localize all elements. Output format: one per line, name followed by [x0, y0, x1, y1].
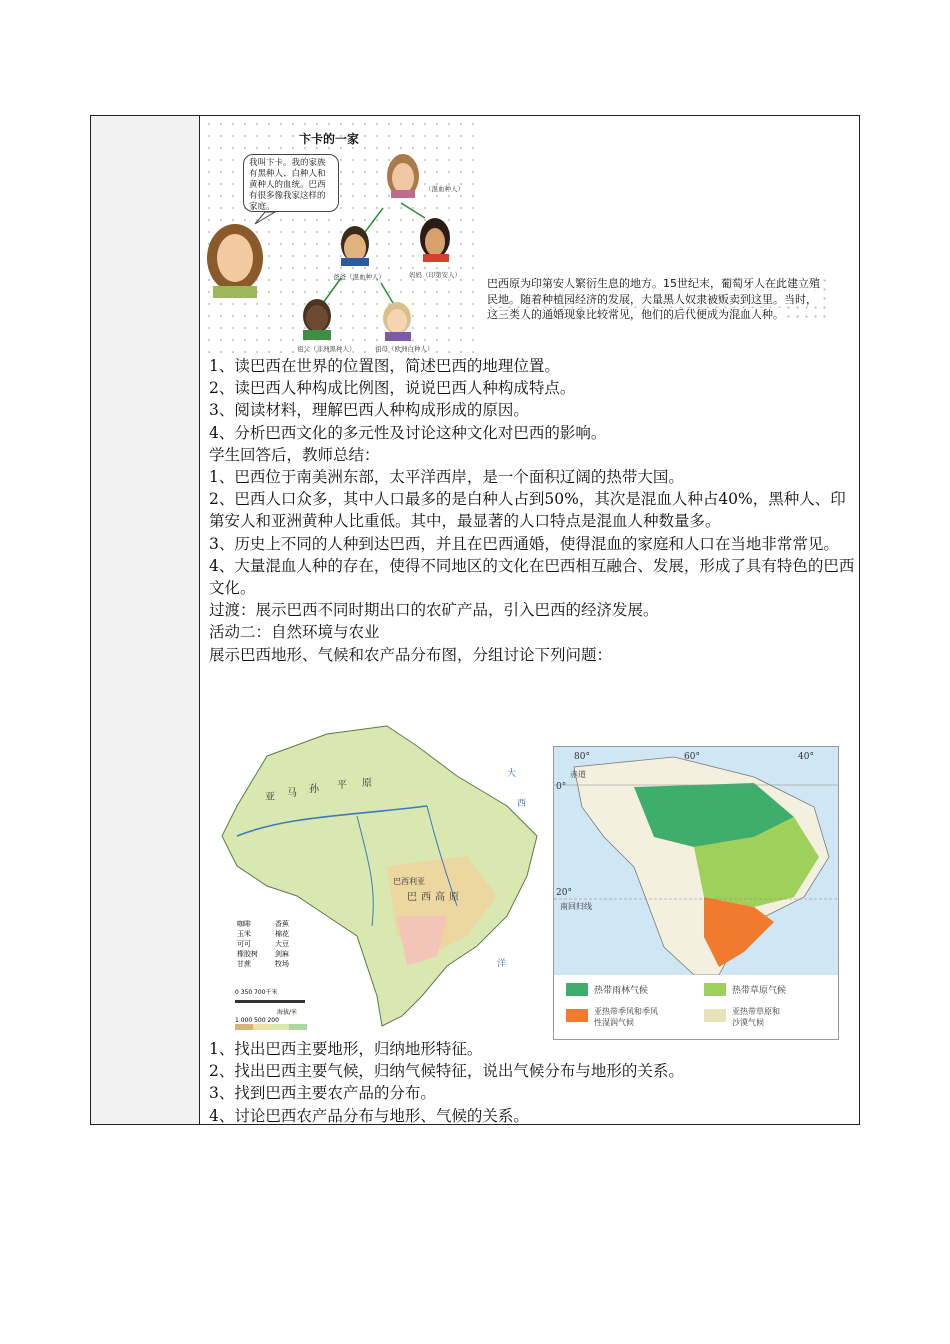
brazil-climate-map — [553, 746, 839, 1040]
map-label: 大 — [507, 769, 517, 779]
paragraph: 4、大量混血人种的存在，使得不同地区的文化在巴西相互融合、发展，形成了具有特色的巴西文化。 — [209, 556, 855, 598]
legend-label-part: 沙漠气候 — [732, 1018, 764, 1027]
scale-label: 0 350 700千米 — [235, 989, 278, 996]
label-grandpa: 祖父（非洲黑种人） — [297, 345, 356, 353]
legend-item: 可可 — [237, 940, 251, 948]
paragraph: 2、读巴西人种构成比例图，说说巴西人种构成特点。 — [209, 379, 576, 398]
brazil-terrain-agriculture-map — [207, 716, 547, 1036]
map-label: 西 — [517, 799, 527, 809]
map-label: 西 — [421, 892, 431, 903]
legend-swatch — [566, 1009, 588, 1022]
lat-label: 20° — [556, 888, 572, 898]
map-label: 原 — [449, 892, 459, 903]
map-label: 巴西利亚 — [393, 877, 425, 886]
paragraph: 展示巴西地形、气候和农产品分布图，分组讨论下列问题： — [209, 645, 613, 664]
paragraph: 3、阅读材料，理解巴西人种构成形成的原因。 — [209, 401, 529, 420]
legend-label-part: 亚热带季风和季风 — [594, 1007, 658, 1016]
legend-item: 牧场 — [275, 960, 289, 968]
family-figure — [203, 118, 483, 353]
questions — [209, 1038, 857, 1127]
family-illustration — [203, 118, 483, 353]
paragraph: 过渡：展示巴西不同时期出口的农矿产品，引入巴西的经济发展。 — [209, 601, 659, 620]
map-label: 亚 — [265, 792, 275, 803]
map-label: 巴 — [407, 892, 417, 903]
legend-item: 剑麻 — [275, 950, 289, 958]
label-mom: 妈妈（印第安人） — [409, 271, 461, 279]
legend-item: 甘蔗 — [237, 960, 251, 968]
legend-item: 香蕉 — [275, 920, 289, 928]
grandma-portrait — [383, 302, 411, 341]
binka-portrait — [207, 224, 263, 298]
content-cell — [201, 116, 859, 1124]
question: 2、找出巴西主要气候，归纳气候特征，说出气候分布与地形的关系。 — [209, 1062, 684, 1081]
elevation-ticks: 1 000 500 200 — [235, 1017, 279, 1024]
main-text — [209, 355, 857, 666]
dad-portrait — [341, 226, 369, 266]
mom-portrait — [420, 218, 450, 262]
paragraph: 活动二：自然环境与农业 — [209, 623, 380, 642]
legend-label: 热带草原气候 — [732, 986, 787, 996]
figure-title: 卞卡的一家 — [299, 132, 360, 146]
climate-map-svg — [554, 747, 838, 1039]
label-me: （混血种人） — [425, 185, 464, 193]
lon-label: 60° — [684, 752, 700, 762]
legend-item: 棉花 — [275, 930, 289, 938]
lesson-table — [90, 115, 860, 1125]
legend-item: 橡胶树 — [237, 950, 258, 958]
legend-swatch — [704, 1009, 726, 1022]
equator-label: 赤道 — [570, 770, 586, 779]
paragraph: 4、分析巴西文化的多元性及讨论这种文化对巴西的影响。 — [209, 423, 607, 442]
map-label: 孙 — [309, 784, 319, 795]
lon-label: 40° — [798, 752, 814, 762]
paragraph: 2、巴西人口众多，其中人口最多的是白种人占到50%，其次是混血人种占40%，黑种人、印第安人和亚洲黄种人比重低。其中，最显著的人口特点是混血人种数量多。 — [209, 490, 846, 531]
legend-label: 热带雨林气候 — [594, 986, 649, 996]
paragraph: 学生回答后，教师总结： — [209, 445, 380, 464]
speech-bubble: 我叫卞卡。我的家族有黑种人、白种人和黄种人的血统。巴西有很多像我家这样的家庭。 — [243, 154, 339, 212]
legend-swatch — [704, 983, 726, 996]
legend-item: 大豆 — [275, 940, 289, 948]
elevation-title: 海拔/米 — [277, 1009, 298, 1016]
map-label: 原 — [362, 778, 372, 789]
paragraph: 3、历史上不同的人种到达巴西，并且在巴西通婚，使得混血的家庭和人口在当地非常常见。 — [209, 534, 839, 553]
legend-label-part: 性湿润气候 — [594, 1018, 634, 1027]
legend-item: 玉米 — [237, 930, 251, 938]
grandpa-portrait — [303, 299, 331, 340]
lon-label: 80° — [574, 752, 590, 762]
question: 1、找出巴西主要地形，归纳地形特征。 — [209, 1040, 483, 1058]
map-label: 洋 — [497, 959, 507, 969]
legend-item: 咖啡 — [237, 920, 251, 928]
legend-swatch — [566, 983, 588, 996]
left-column — [91, 116, 200, 1124]
question: 3、找到巴西主要农产品的分布。 — [209, 1084, 436, 1103]
paragraph: 1、读巴西在世界的位置图，简述巴西的地理位置。 — [209, 357, 560, 375]
me-portrait — [387, 154, 419, 198]
map-label: 马 — [287, 788, 297, 799]
lat-label: 0° — [556, 782, 567, 792]
map-label: 平 — [337, 780, 347, 791]
map-label: 高 — [435, 892, 445, 903]
paragraph: 1、巴西位于南美洲东部，太平洋西岸，是一个面积辽阔的热带大国。 — [209, 468, 684, 487]
question: 4、讨论巴西农产品分布与地形、气候的关系。 — [209, 1106, 529, 1125]
label-grandma: 祖母（欧洲白种人） — [375, 345, 434, 353]
legend-label-part: 亚热带草原和 — [732, 1007, 780, 1016]
tropic-label: 南回归线 — [560, 902, 592, 911]
figure-caption: 巴西原为印第安人繁衍生息的地方。15世纪末，葡萄牙人在此建立殖民地。随着种植园经济的发展，大量黑人奴隶被贩卖到这里。当时，这三类人的通婚现象比较常见，他们的后代便成为混血人种。 — [487, 276, 827, 323]
label-dad: 爸爸（混血种人） — [333, 273, 385, 281]
